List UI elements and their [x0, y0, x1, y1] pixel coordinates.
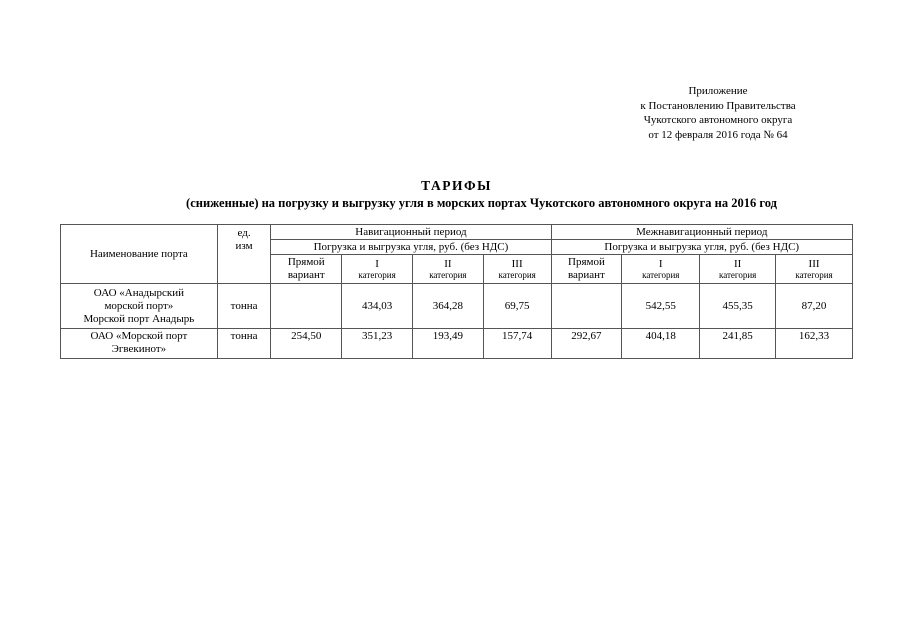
appendix-line-1: Приложение: [688, 85, 748, 97]
header-inter-cat2-num: II: [733, 258, 742, 270]
header-inter-cat3-num: III: [808, 258, 820, 270]
header-port-name: Наименование порта: [61, 225, 218, 284]
header-nav-cat3: [483, 255, 551, 284]
header-inter-cat2-word: категория: [718, 270, 757, 280]
header-internav-loading: Погрузка и выгрузка угля, руб. (без НДС): [551, 240, 852, 255]
inter-cat2-cell: 455,35: [700, 284, 776, 329]
header-nav-cat1-num: I: [375, 258, 379, 270]
inter-cat1-cell: 404,18: [622, 329, 700, 359]
inter-cat2-cell: 241,85: [700, 329, 776, 359]
appendix-line-2: к Постановлению Правительства: [640, 99, 796, 112]
inter-direct-cell: 292,67: [551, 329, 622, 359]
unit-cell: тонна: [217, 329, 271, 359]
header-nav-cat1: [342, 255, 413, 284]
header-inter-cat3: [776, 255, 853, 284]
header-inter-cat1: [622, 255, 700, 284]
table-row: [61, 329, 853, 359]
header-nav-cat2-num: II: [444, 258, 452, 270]
header-inter-cat1-word: категория: [642, 270, 680, 280]
header-nav-cat3-num: III: [511, 258, 523, 270]
nav-cat3-cell: 69,75: [483, 284, 551, 329]
header-nav-cat2-word: категория: [429, 270, 467, 280]
nav-direct-cell: [271, 284, 342, 329]
header-nav-cat3-word: категория: [498, 270, 536, 280]
header-inter-direct-line1: Прямой: [568, 256, 605, 268]
document-title: ТАРИФЫ: [421, 178, 492, 193]
header-internav-period: Межнавигационный период: [551, 225, 852, 240]
port-name-cell: [61, 329, 218, 359]
inter-cat1-cell: 542,55: [622, 284, 700, 329]
header-unit: [217, 225, 271, 284]
port-name-line1: ОАО «Анадырский: [93, 286, 184, 299]
header-unit-line1: ед.: [237, 227, 251, 239]
port-name-line1: ОАО «Морской порт: [90, 330, 188, 342]
nav-cat2-cell: 364,28: [412, 284, 483, 329]
header-nav-loading: Погрузка и выгрузка угля, руб. (без НДС): [271, 240, 551, 255]
header-unit-line2: изм: [235, 240, 253, 252]
appendix-line-3: Чукотского автономного округа: [643, 114, 793, 126]
table-row: [61, 284, 853, 329]
document-subtitle: (сниженные) на погрузку и выгрузку угля в морских портах Чукотского автономного округа на 2016 год: [186, 196, 777, 210]
port-name-line2: морской порт»: [104, 299, 174, 312]
header-inter-cat2: [700, 255, 776, 284]
port-name-line3: Морской порт Анадырь: [83, 312, 195, 325]
unit-cell: тонна: [217, 284, 271, 329]
header-nav-direct-line2: вариант: [287, 269, 325, 281]
port-name-line2: Эгвекинот»: [111, 343, 167, 355]
nav-cat1-cell: 351,23: [342, 329, 413, 359]
inter-direct-cell: [551, 284, 622, 329]
header-row-periods: [61, 225, 853, 240]
header-inter-direct: [551, 255, 622, 284]
header-nav-period: Навигационный период: [271, 225, 551, 240]
tariffs-table: [60, 224, 853, 359]
nav-cat2-cell: 193,49: [412, 329, 483, 359]
header-inter-direct-line2: вариант: [567, 269, 605, 281]
appendix-block: [598, 84, 838, 142]
header-nav-cat1-word: категория: [358, 270, 396, 280]
header-nav-direct-line1: Прямой: [287, 256, 325, 268]
nav-cat3-cell: 157,74: [483, 329, 551, 359]
header-nav-cat2: [412, 255, 483, 284]
header-nav-direct: [271, 255, 342, 284]
inter-cat3-cell: 162,33: [776, 329, 853, 359]
appendix-line-4: от 12 февраля 2016 года № 64: [648, 128, 788, 141]
inter-cat3-cell: 87,20: [776, 284, 853, 329]
header-inter-cat1-num: I: [658, 258, 663, 270]
port-name-cell: [61, 284, 218, 329]
nav-cat1-cell: 434,03: [342, 284, 413, 329]
header-inter-cat3-word: категория: [795, 270, 833, 280]
nav-direct-cell: 254,50: [271, 329, 342, 359]
